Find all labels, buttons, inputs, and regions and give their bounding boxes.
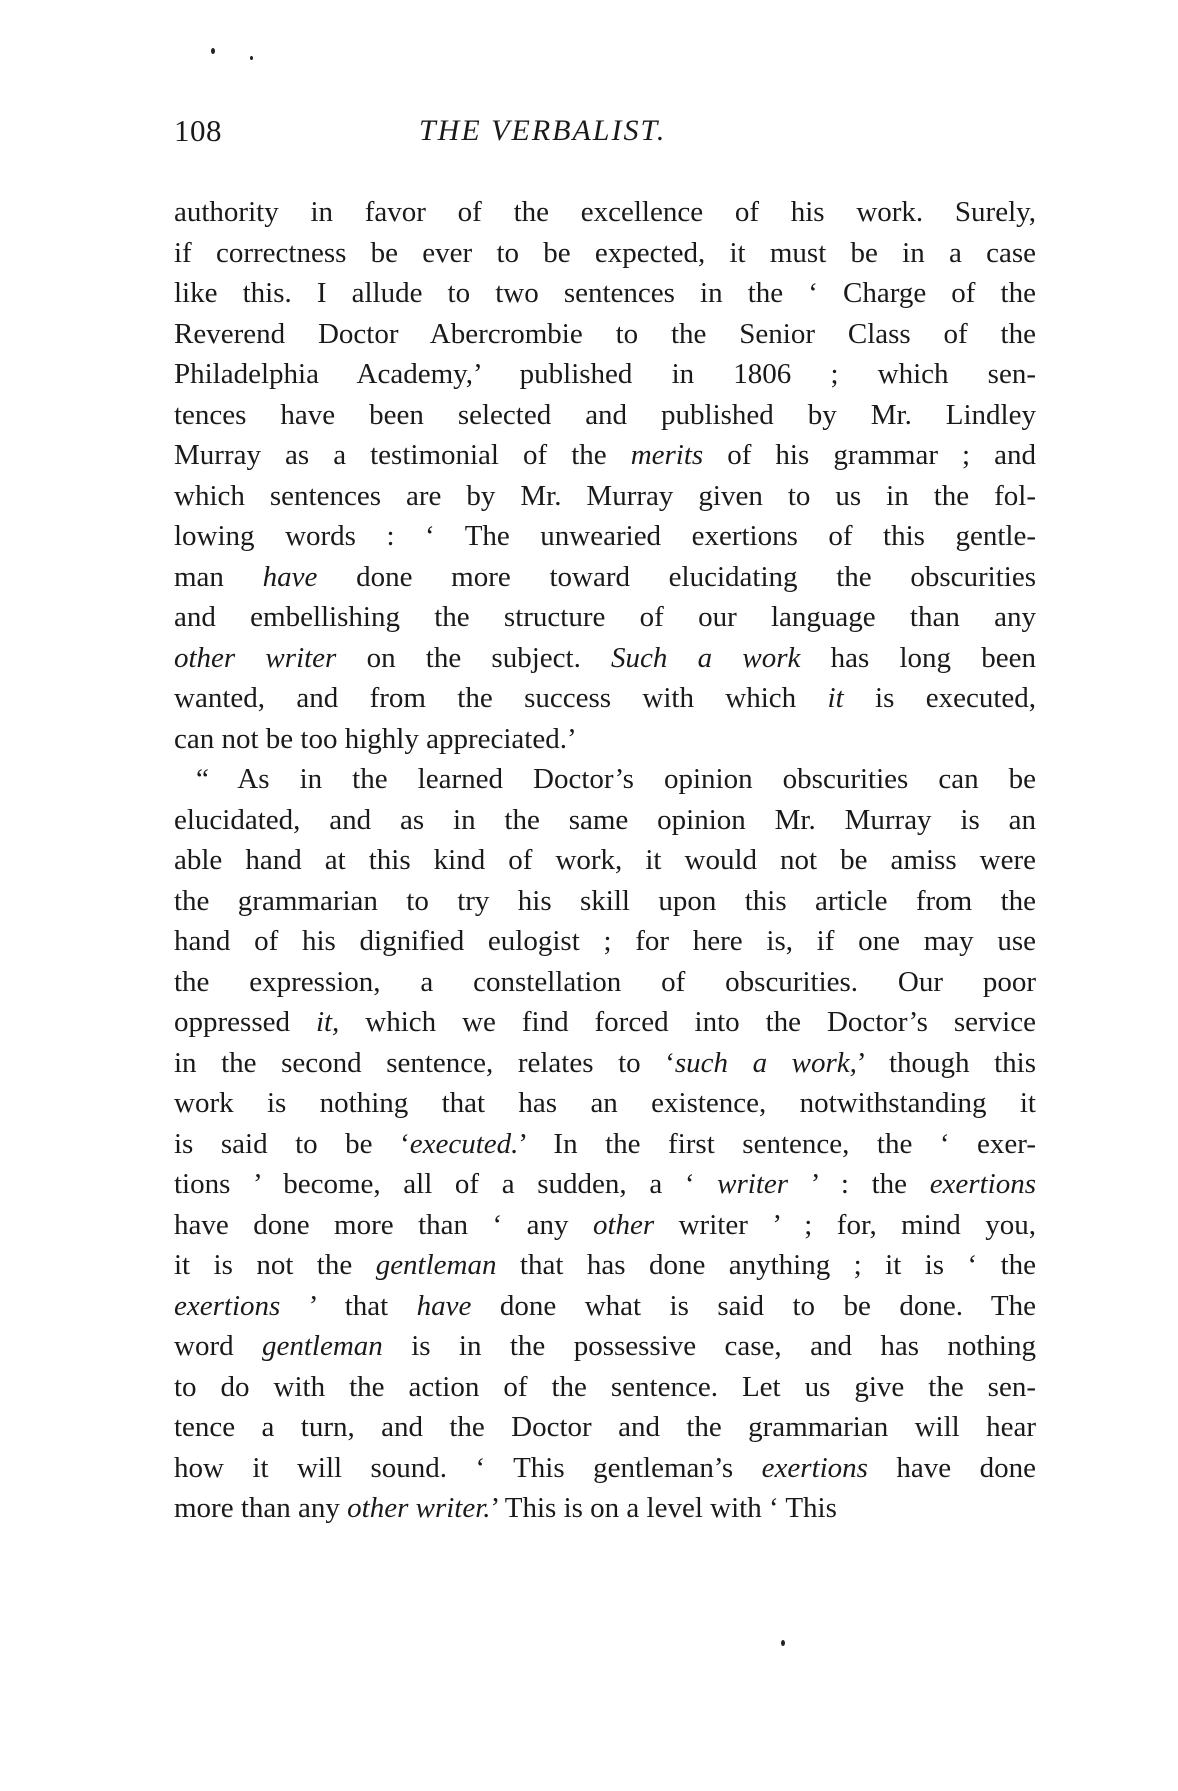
text-run: work is nothing that has an existence, notwithstanding it xyxy=(174,1087,1036,1119)
text-line xyxy=(174,1407,1036,1448)
page-number: 108 xyxy=(174,113,222,148)
text-run: done more toward elucidating the obscurities xyxy=(317,560,1036,593)
text-line xyxy=(174,1164,1036,1205)
text-line xyxy=(174,192,1036,233)
italic-emphasis: merits xyxy=(630,439,704,471)
text-line xyxy=(174,476,1036,517)
text-run: is in the possessive case, and has nothing xyxy=(382,1330,1036,1362)
italic-emphasis: writer xyxy=(717,1168,789,1200)
text-run: Murray as a testimonial of the xyxy=(174,439,631,471)
text-line xyxy=(174,1286,1036,1327)
italic-emphasis: executed. xyxy=(409,1127,519,1160)
text-run: “ As in the learned Doctor’s opinion obscurities can be xyxy=(196,763,1036,795)
text-line xyxy=(174,1488,1036,1529)
text-run: word xyxy=(174,1330,262,1362)
running-title: THE VERBALIST. xyxy=(419,114,667,147)
text-line xyxy=(174,1326,1036,1367)
text-run: tence a turn, and the Doctor and the grammarian will hear xyxy=(174,1411,1036,1443)
text-run: on the subject. xyxy=(336,641,612,674)
italic-emphasis: exertions xyxy=(174,1289,281,1322)
text-run: that has done anything ; it is ‘ the xyxy=(496,1249,1036,1281)
italic-emphasis: other xyxy=(592,1208,655,1241)
text-run: authority in favor of the excellence of his work. Surely, xyxy=(174,196,1036,228)
text-run: how it will sound. ‘ This gentleman’s xyxy=(174,1451,762,1484)
text-run: of his grammar ; and xyxy=(703,439,1036,471)
text-run: hand of his dignified eulogist ; for here is, if one may use xyxy=(174,925,1036,957)
text-run: like this. I allude to two sentences in the ‘ Charge of the xyxy=(174,277,1036,309)
print-speck xyxy=(211,48,215,54)
text-line xyxy=(174,1043,1036,1084)
text-line xyxy=(174,759,1036,800)
italic-emphasis: gentleman xyxy=(375,1249,497,1281)
text-line xyxy=(174,597,1036,638)
text-line xyxy=(174,1245,1036,1286)
text-line xyxy=(174,719,1036,760)
text-run: which we find forced into the Doctor’s service xyxy=(339,1006,1036,1038)
italic-emphasis: exertions xyxy=(761,1451,868,1484)
text-line xyxy=(174,1083,1036,1124)
text-line xyxy=(174,557,1036,598)
text-run: if correctness be ever to be expected, it must be in a case xyxy=(174,236,1036,269)
italic-emphasis: have xyxy=(262,560,318,593)
text-run: ’ though this xyxy=(856,1046,1036,1079)
text-run: wanted, and from the success with which xyxy=(174,682,828,714)
text-run: tences have been selected and published by Mr. Lindley xyxy=(174,398,1036,431)
italic-emphasis: it, xyxy=(315,1006,340,1038)
italic-emphasis: such a work, xyxy=(674,1046,857,1079)
text-run: is executed, xyxy=(843,682,1036,714)
text-run: able hand at this kind of work, it would not be amiss were xyxy=(174,844,1036,876)
italic-emphasis: other writer. xyxy=(347,1492,491,1524)
italic-emphasis: gentleman xyxy=(262,1330,383,1362)
text-run: Philadelphia Academy,’ published in 1806 ; which sen- xyxy=(174,358,1036,390)
text-run: in the second sentence, relates to ‘ xyxy=(174,1046,675,1079)
text-run: to do with the action of the sentence. Let us give the sen- xyxy=(174,1370,1036,1403)
text-line xyxy=(174,273,1036,314)
text-line xyxy=(174,1367,1036,1408)
text-line xyxy=(174,1124,1036,1165)
text-run: elucidated, and as in the same opinion Mr. Murray is an xyxy=(174,803,1036,836)
text-line xyxy=(174,881,1036,922)
text-run: man xyxy=(174,560,263,593)
text-run: has long been xyxy=(800,641,1036,674)
text-line xyxy=(174,314,1036,355)
text-run: which sentences are by Mr. Murray given to us in the fol- xyxy=(174,479,1036,512)
text-run: tions ’ become, all of a sudden, a ‘ xyxy=(174,1168,718,1200)
text-run: have done more than ‘ any xyxy=(174,1208,593,1241)
italic-emphasis: it xyxy=(827,682,844,714)
text-line xyxy=(174,678,1036,719)
page-header xyxy=(174,108,1036,154)
text-line xyxy=(174,1002,1036,1043)
text-line xyxy=(174,1448,1036,1489)
paragraph-2 xyxy=(174,759,1036,1529)
text-run: the grammarian to try his skill upon this article from the xyxy=(174,884,1036,917)
text-line xyxy=(174,395,1036,436)
text-run: can not be too highly appreciated.’ xyxy=(174,722,577,755)
text-run: ’ This is on a level with ‘ This xyxy=(490,1492,837,1524)
text-run: is said to be ‘ xyxy=(174,1127,410,1160)
text-line xyxy=(174,435,1036,476)
text-run: oppressed xyxy=(174,1006,316,1038)
text-line xyxy=(174,354,1036,395)
text-run: the expression, a constellation of obscurities. Our poor xyxy=(174,965,1036,998)
paragraph-1 xyxy=(174,192,1036,759)
text-run: have done xyxy=(867,1451,1036,1484)
italic-emphasis: have xyxy=(416,1289,472,1322)
text-run: Reverend Doctor Abercrombie to the Senior Class of the xyxy=(174,317,1036,350)
text-line xyxy=(174,638,1036,679)
italic-emphasis: other writer xyxy=(174,641,337,674)
text-run: more than any xyxy=(174,1492,348,1524)
print-speck xyxy=(250,56,253,60)
text-line xyxy=(174,233,1036,274)
text-run: ’ that xyxy=(280,1289,417,1322)
text-run: it is not the xyxy=(174,1249,376,1281)
text-line xyxy=(174,962,1036,1003)
text-run: done what is said to be done. The xyxy=(471,1289,1036,1322)
text-line xyxy=(174,921,1036,962)
text-line xyxy=(174,840,1036,881)
text-run: ’ : the xyxy=(788,1168,930,1200)
text-line xyxy=(174,1205,1036,1246)
italic-emphasis: Such a work xyxy=(611,641,801,674)
text-line xyxy=(174,516,1036,557)
text-run: ’ In the first sentence, the ‘ exer- xyxy=(518,1127,1036,1160)
text-run: writer ’ ; for, mind you, xyxy=(654,1208,1036,1241)
print-speck xyxy=(781,1640,785,1646)
body-text xyxy=(174,192,1036,1529)
text-line xyxy=(174,800,1036,841)
italic-emphasis: exertions xyxy=(929,1168,1036,1200)
text-run: and embellishing the structure of our language than any xyxy=(174,601,1036,633)
text-run: lowing words : ‘ The unwearied exertions of this gentle- xyxy=(174,520,1036,552)
